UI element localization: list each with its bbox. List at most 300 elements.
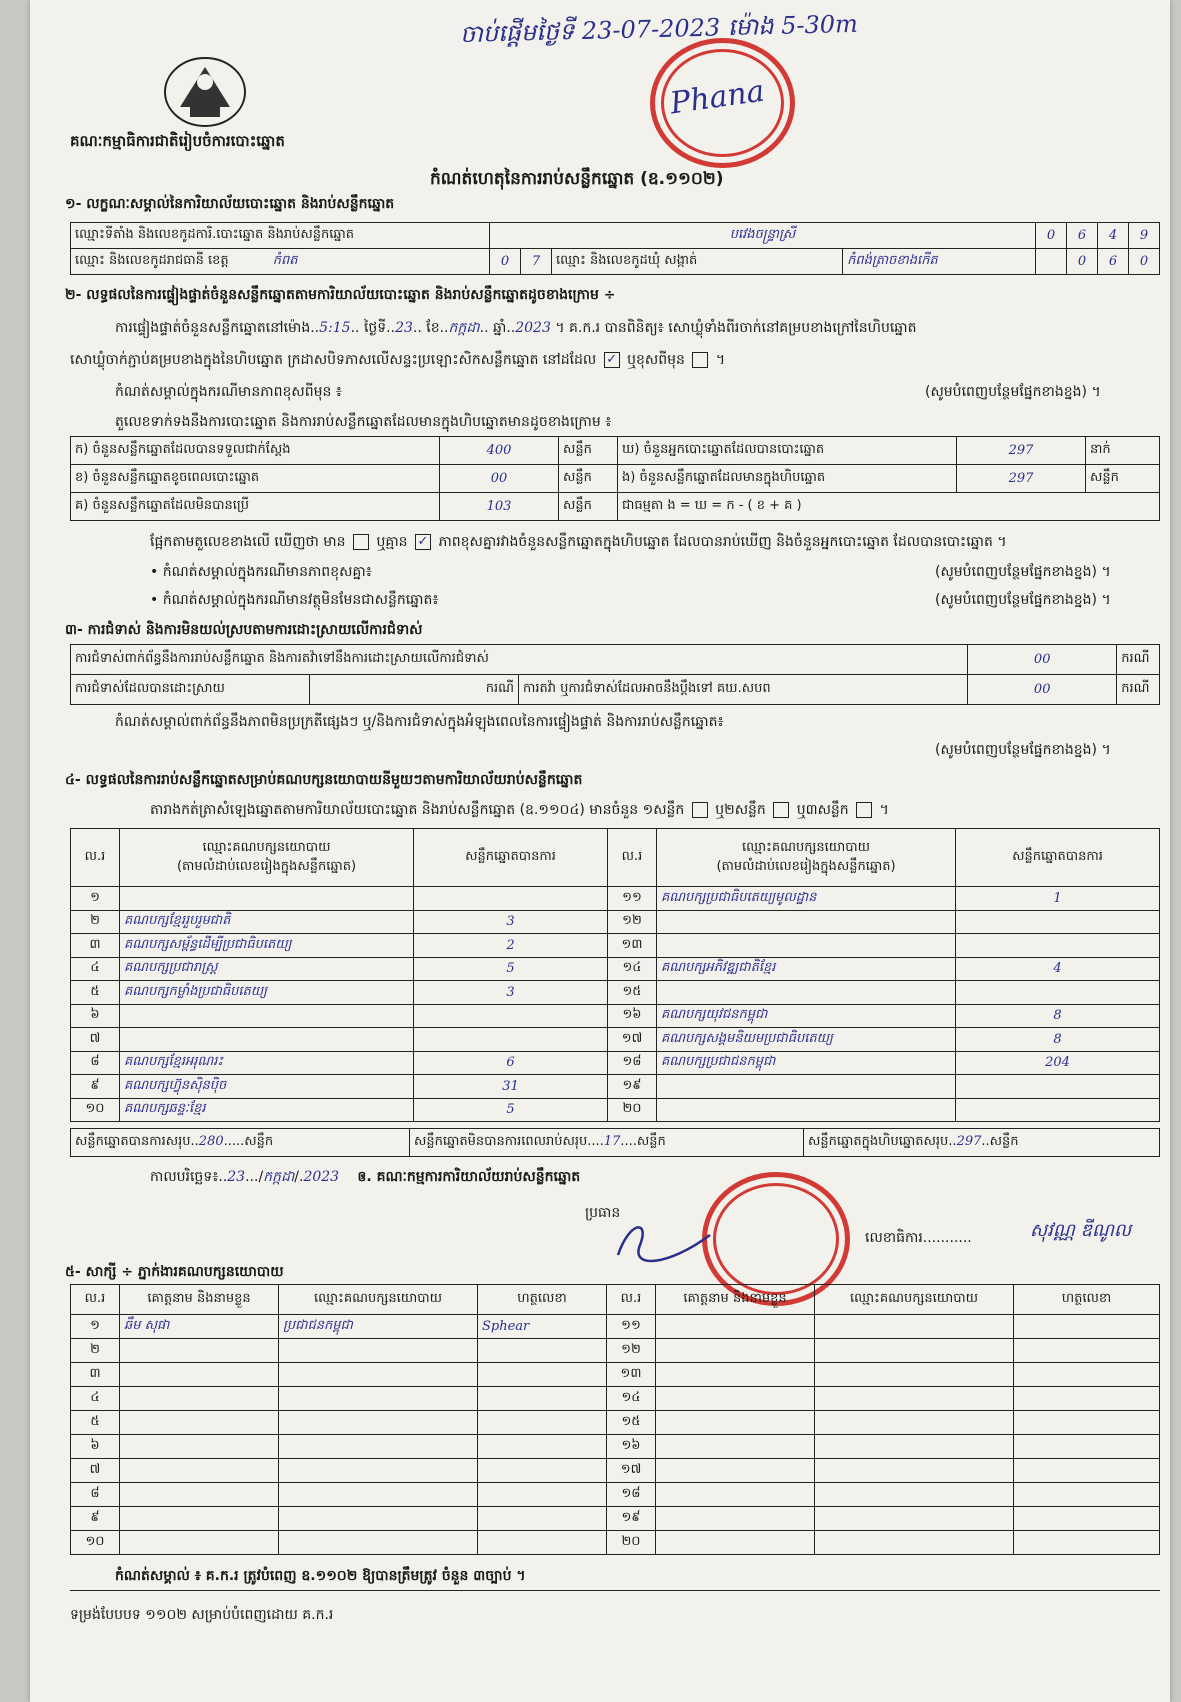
party-no: ១៩ [608,1075,657,1099]
party-no: ១៣ [608,934,657,958]
witness-signature [1014,1531,1160,1555]
witness-no: ១៧ [607,1459,656,1483]
party-name: គណបក្សសម្ព័ន្ធដើម្បីប្រជាធិបតេយ្យ [120,934,414,958]
witness-no: ៩ [71,1507,120,1531]
no-difference-checkbox[interactable]: ✓ [415,534,431,550]
section3-title: ៣- ការជំទាស់ និងការមិនយល់ស្របតាមការដោះស្រាយលើការជំទាស់ [65,622,423,638]
party-votes [956,910,1160,934]
totals-table [70,1128,1160,1157]
formula-note: ជាធម្មតា ង = ឃ = ក - ( ខ + គ ) [618,493,1160,521]
witness-name [120,1387,279,1411]
one-sheet-checkbox[interactable] [692,802,708,818]
witness-name [120,1507,279,1531]
figure-b-label: ខ) ចំនួនសន្លឹកឆ្នោតខូចពេលបោះឆ្នោត [71,465,440,493]
party-no: ២០ [608,1098,657,1122]
witness-no: ៥ [71,1411,120,1435]
party-row [71,934,1160,958]
witness-signature [1014,1459,1160,1483]
party-name: គណបក្សប្រជាជនកម្ពុជា [657,1051,956,1075]
figure-a-unit: សន្លឹក [559,437,618,465]
witness-col-party: ឈ្មោះគណបក្សនយោបាយ [815,1285,1014,1315]
total-invalid-unit: សន្លឹក [636,1134,666,1149]
witness-signature [1014,1507,1160,1531]
secretary-signature: សុវណ្ណ ឌីណូល [1030,1220,1132,1241]
witness-party [815,1339,1014,1363]
date-day: 23 [227,1169,246,1185]
party-votes [956,981,1160,1005]
col-party-title: ឈ្មោះគណបក្សនយោបាយ [202,839,331,855]
province-label-text: ឈ្មោះ និងលេខកូដរាជធានី ខេត្ត [75,253,229,268]
note-1-hint: (សូមបំពេញបន្ថែមផ្នែកខាងខ្នង) ។ [925,384,1101,400]
witness-party [279,1387,478,1411]
total-box-label: សន្លឹកឆ្នោតក្នុងហិបឆ្នោតសរុប [808,1134,949,1149]
party-votes: 4 [956,957,1160,981]
province-code-digit: 7 [521,249,552,275]
station-code-digit: 6 [1067,223,1098,249]
party-no: ១៥ [608,981,657,1005]
witness-name [656,1315,815,1339]
unchanged-checkbox[interactable]: ✓ [604,352,620,368]
witness-table [70,1284,1160,1555]
objections-table [70,644,1160,705]
party-results-table [70,828,1160,1122]
party-no: ៤ [71,957,120,981]
party-name: គណបក្សអភិវឌ្ឍជាតិខ្មែរ [657,957,956,981]
committee-label: ឲ. គណៈកម្មការការិយាល័យរាប់សន្លឹកឆ្នោត [357,1169,581,1185]
verification-month: កក្កដា [448,320,480,336]
verification-text: ។ គ.ក.រ បានពិនិត្យ៖ សោឃ្លុំទាំងពីរចាក់នៅគម្របខាងក្រៅនៃហិបឆ្នោត [555,320,917,336]
verification-year: 2023 [515,320,551,336]
witness-party [279,1435,478,1459]
witness-party [279,1531,478,1555]
witness-party [815,1531,1014,1555]
party-name: គណបក្សឆន្ទៈខ្មែរ [120,1098,414,1122]
col-party-title: ឈ្មោះគណបក្សនយោបាយ [742,839,870,855]
party-row [71,910,1160,934]
footer-divider [70,1590,1160,1591]
witness-signature [1014,1363,1160,1387]
party-row [71,957,1160,981]
party-votes: 1 [956,887,1160,911]
total-valid-label: សន្លឹកឆ្នោតបានការសរុប [75,1134,191,1149]
witness-party [279,1339,478,1363]
party-row [71,887,1160,911]
party-votes [414,1004,608,1028]
note-1-label: កំណត់សម្គាល់ក្នុងករណីមានភាពខុសពីមុន ៖ [115,384,342,400]
commune-code-digit: 0 [1067,249,1098,275]
party-votes [414,1028,608,1052]
party-votes: 8 [956,1004,1160,1028]
witness-name [656,1435,815,1459]
section4-title: ៤- លទ្ធផលនៃការរាប់សន្លឹកឆ្នោតសម្រាប់គណបក្សនយោបាយនីមួយៗតាមការិយាល័យរាប់សន្លឹកឆ្នោត [65,772,583,788]
total-valid-unit: សន្លឹក [244,1134,274,1149]
difference-text: ឬគ្មាន [376,534,408,550]
province-label [71,249,490,275]
col-votes-header: សន្លឹកឆ្នោតបានការ [414,829,608,887]
party-votes [956,934,1160,958]
witness-name [656,1339,815,1363]
witness-signature: Sphear [478,1315,607,1339]
col-no-header: ល.រ [71,829,120,887]
col-no-header: ល.រ [608,829,657,887]
note-3-label: • កំណត់សម្គាល់ក្នុងករណីមានវត្ថុមិនមែនជាសន្លឹកឆ្នោត៖ [150,592,439,608]
party-no: ៨ [71,1051,120,1075]
party-name: គណបក្សកម្លាំងប្រជាធិបតេយ្យ [120,981,414,1005]
tally-sheet-text: ឬ២សន្លឹក [715,802,766,818]
witness-no: ១៣ [607,1363,656,1387]
verification-text: ឆ្នាំ [492,320,507,336]
figure-d-label: ឃ) ចំនួនអ្នកបោះឆ្នោតដែលបានបោះឆ្នោត [618,437,957,465]
handwritten-start-date: ចាប់ផ្ដើមថ្ងៃទី 23-07-2023 ម៉ោង 5-30m [459,9,859,49]
objection-appeal-value: 00 [968,675,1117,705]
witness-name [656,1531,815,1555]
party-votes [414,887,608,911]
figure-d-unit: នាក់ [1086,437,1160,465]
irregularity-note: កំណត់សម្គាល់ពាក់ព័ន្ធនឹងភាពមិនប្រក្រតីផ្សេងៗ ឬ/និងការជំទាស់ក្នុងអំឡុងពេលនៃការផ្ទៀងផ្ទាត់ និងការរាប់សន្លឹកឆ្នោត៖ [115,714,724,730]
witness-party [815,1459,1014,1483]
seal-status-text: សោឃ្លុំចាក់ភ្ជាប់គម្របខាងក្នុងនៃហិបឆ្នោត ក្រដាសបិទភាសលើសន្ទះប្រឡោះសិកសន្លឹកឆ្នោត នៅដដែល [70,352,597,368]
party-no: ៣ [71,934,120,958]
party-no: ១ [71,887,120,911]
has-difference-checkbox[interactable] [353,534,369,550]
ballot-figures-table [70,436,1160,521]
party-row [71,1075,1160,1099]
witness-no: ៤ [71,1387,120,1411]
party-name [120,887,414,911]
total-invalid-cell: សន្លឹកឆ្នោតមិនបានការពេលរាប់សរុប....17....សន្លឹក [410,1129,804,1157]
witness-row [71,1411,1160,1435]
witness-signature [478,1507,607,1531]
verification-paragraph: ការផ្ទៀងផ្ទាត់ចំនួនសន្លឹកឆ្នោតនៅម៉ោង..5:15.. ថ្ងៃទី..23.. ខែ..កក្កដា.. ឆ្នាំ..2023 ។ គ.ក.រ បានពិនិត្យ៖ សោឃ្លុំទាំងពីរចាក់នៅគម្របខាងក្រៅនៃហិបឆ្នោត [115,320,917,336]
two-sheet-checkbox[interactable] [773,802,789,818]
witness-name [120,1339,279,1363]
party-no: ១៧ [608,1028,657,1052]
figure-b-unit: សន្លឹក [559,465,618,493]
footnote: កំណត់សម្គាល់ ៖ គ.ក.រ ត្រូវបំពេញ ឧ.១១០២ ឱ្យបានត្រឹមត្រូវ ចំនួន ៣ច្បាប់ ។ [115,1568,526,1584]
date-year: 2023 [303,1169,340,1185]
witness-no: ២ [71,1339,120,1363]
party-row [71,1098,1160,1122]
col-votes-header: សន្លឹកឆ្នោតបានការ [956,829,1160,887]
col-party-header [120,829,414,887]
witness-no: ៨ [71,1483,120,1507]
nec-emblem-icon [160,52,250,132]
date-month: កក្កដា [263,1169,295,1185]
witness-no: ១១ [607,1315,656,1339]
org-name: គណៈកម្មាធិការជាតិរៀបចំការបោះឆ្នោត [70,132,285,150]
total-box-cell: សន្លឹកឆ្នោតក្នុងហិបឆ្នោតសរុប..297..សន្លឹក [804,1129,1160,1157]
objection-row1-value: 00 [968,645,1117,675]
witness-row [71,1459,1160,1483]
witness-col-sign: ហត្ថលេខា [1014,1285,1160,1315]
total-invalid-label: សន្លឹកឆ្នោតមិនបានការពេលរាប់សរុប [414,1134,588,1149]
party-votes: 5 [414,957,608,981]
witness-party [815,1411,1014,1435]
party-row [71,1051,1160,1075]
station-code-digit: 0 [1036,223,1067,249]
witness-party [815,1507,1014,1531]
witness-no: ៦ [71,1435,120,1459]
party-votes: 3 [414,981,608,1005]
witness-signature [478,1363,607,1387]
party-votes: 3 [414,910,608,934]
party-name: គណបក្សប្រជាធិបតេយ្យមូលដ្ឋាន [657,887,956,911]
witness-party: ប្រជាជនកម្ពុជា [279,1315,478,1339]
verification-time: 5:15 [319,320,351,336]
witness-signature [1014,1315,1160,1339]
irregularity-hint: (សូមបំពេញបន្ថែមផ្នែកខាងខ្នង) ។ [935,742,1111,758]
station-value: បវេងចន្ទ្រាស្រី [490,223,1036,249]
witness-signature [478,1339,607,1363]
witness-signature [478,1435,607,1459]
objection-resolved-unit: ករណី [310,675,519,705]
witness-col-no: ល.រ [71,1285,120,1315]
commune-code-digit: 6 [1098,249,1129,275]
secretary-label: លេខាធិការ........... [865,1230,972,1246]
station-code-digit: 4 [1098,223,1129,249]
party-votes: 6 [414,1051,608,1075]
figure-a-label: ក) ចំនួនសន្លឹកឆ្នោតដែលបានទទួលជាក់ស្ដែង [71,437,440,465]
note-3-hint: (សូមបំពេញបន្ថែមផ្នែកខាងខ្នង) ។ [935,592,1111,608]
figure-a-value: 400 [440,437,559,465]
difference-line [150,532,1007,553]
party-votes [956,1098,1160,1122]
witness-name [656,1507,815,1531]
witness-signature [478,1531,607,1555]
witness-signature [478,1483,607,1507]
witness-signature [1014,1339,1160,1363]
objection-row1-unit: ករណី [1117,645,1160,675]
party-name [657,981,956,1005]
difference-text: ផ្អែកតាមតួលេខខាងលើ ឃើញថា មាន [150,534,346,550]
party-name [657,1098,956,1122]
witness-party [279,1411,478,1435]
witness-signature [1014,1387,1160,1411]
witness-party [279,1459,478,1483]
party-no: ៧ [71,1028,120,1052]
party-rows [71,887,1160,1122]
party-name [120,1004,414,1028]
seal-status-line: សោឃ្លុំចាក់ភ្ជាប់គម្របខាងក្នុងនៃហិបឆ្នោត ក្រដាសបិទភាសលើសន្ទះប្រឡោះសិកសន្លឹកឆ្នោត នៅដដែល ✓ ឬខុសពីមុន ។ [70,352,726,368]
commune-value: កំពង់ត្រាចខាងកើត [843,249,1036,275]
party-row [71,1004,1160,1028]
party-votes: 8 [956,1028,1160,1052]
changed-checkbox[interactable] [692,352,708,368]
party-votes: 5 [414,1098,608,1122]
tally-sheet-text: ឬ៣សន្លឹក [796,802,849,818]
secretary-label-text: លេខាធិការ [865,1230,923,1246]
witness-no: ១២ [607,1339,656,1363]
witness-signature [1014,1483,1160,1507]
witness-party [279,1507,478,1531]
witness-signature [478,1411,607,1435]
party-no: ២ [71,910,120,934]
difference-text: ភាពខុសគ្នារវាងចំនួនសន្លឹកឆ្នោតក្នុងហិបឆ្នោត ដែលបានរាប់ឃើញ និងចំនួនអ្នកបោះឆ្នោត ដែលបានបោះឆ្នោត ។ [438,534,1007,550]
witness-name [120,1435,279,1459]
province-value: កំពត [272,253,298,268]
party-no: ១៨ [608,1051,657,1075]
note-2-label: • កំណត់សម្គាល់ក្នុងករណីមានភាពខុសគ្នា៖ [150,564,372,580]
figure-c-unit: សន្លឹក [559,493,618,521]
witness-row [71,1507,1160,1531]
total-invalid-value: 17 [603,1134,621,1149]
witness-no: ២០ [607,1531,656,1555]
party-name: គណបក្សខ្មែររួបរួមជាតិ [120,910,414,934]
witness-signature [478,1459,607,1483]
party-row [71,981,1160,1005]
top-signature: Phana [668,73,767,122]
witness-col-party: ឈ្មោះគណបក្សនយោបាយ [279,1285,478,1315]
witness-row [71,1435,1160,1459]
figure-c-value: 103 [440,493,559,521]
date-label: កាលបរិច្ឆេទ៖ [150,1169,219,1185]
witness-row [71,1387,1160,1411]
chair-signature-icon [610,1215,720,1270]
party-no: ១០ [71,1098,120,1122]
party-name [120,1028,414,1052]
party-name: គណបក្សហ៊្វុនស៊ិនប៉ិច [120,1075,414,1099]
witness-party [279,1363,478,1387]
party-no: ៥ [71,981,120,1005]
party-name: គណបក្សខ្មែរអរុណរះ [120,1051,414,1075]
total-box-unit: សន្លឹក [989,1134,1019,1149]
witness-name [120,1531,279,1555]
verification-text: ការផ្ទៀងផ្ទាត់ចំនួនសន្លឹកឆ្នោតនៅម៉ោង [115,320,311,336]
party-name: គណបក្សប្រជារាស្ត្រ [120,957,414,981]
form-title: កំណត់ហេតុនៃការរាប់សន្លឹកឆ្នោត (ឧ.១១០២) [430,169,724,189]
witness-party [279,1483,478,1507]
party-row [71,1028,1160,1052]
witness-name [120,1363,279,1387]
tally-sheet-count: តារាងកត់ត្រាសំឡេងឆ្នោតតាមការិយាល័យបោះឆ្នោត និងរាប់សន្លឹកឆ្នោត (ឧ.១១០៤) មានចំនួន ១សន្លឹក ឬ២សន្លឹក ឬ៣សន្លឹក ។ [150,802,889,818]
figure-b-value: 00 [440,465,559,493]
witness-signature [478,1387,607,1411]
party-votes: 31 [414,1075,608,1099]
witness-no: ១៤ [607,1387,656,1411]
witness-party [815,1387,1014,1411]
witness-name: ឆឹម សុផា [120,1315,279,1339]
chair-label: ប្រធាន [585,1205,621,1221]
witness-signature [1014,1435,1160,1459]
witness-col-name: គោត្តនាម និងនាមខ្លួន [120,1285,279,1315]
figure-e-value: 297 [957,465,1086,493]
party-no: ៦ [71,1004,120,1028]
party-name [657,1075,956,1099]
total-valid-value: 280 [198,1134,224,1149]
figure-c-label: គ) ចំនួនសន្លឹកឆ្នោតដែលមិនបានប្រើ [71,493,440,521]
party-no: ១២ [608,910,657,934]
total-box-value: 297 [956,1134,982,1149]
witness-party [815,1483,1014,1507]
province-code-digit: 0 [490,249,521,275]
figure-e-unit: សន្លឹក [1086,465,1160,493]
party-votes: 2 [414,934,608,958]
commune-code-digit: 0 [1129,249,1160,275]
commune-label: ឈ្មោះ និងលេខកូដឃុំ សង្កាត់ [552,249,843,275]
witness-col-name: គោត្តនាម និងនាមខ្លួន [656,1285,815,1315]
party-no: ១៤ [608,957,657,981]
form-note: ទម្រង់បែបបទ ១១០២ សម្រាប់បំពេញដោយ គ.ក.រ [70,1607,334,1623]
witness-no: ៧ [71,1459,120,1483]
col-party-sub: (តាមលំដាប់លេខរៀងក្នុងសន្លឹកឆ្នោត) [176,858,357,874]
signing-date-line: កាលបរិច្ឆេទ៖..23.../កក្កដា/.2023 ឲ. គណៈកម្មការការិយាល័យរាប់សន្លឹកឆ្នោត [150,1169,581,1185]
witness-no: ១ [71,1315,120,1339]
witness-no: ១៨ [607,1483,656,1507]
witness-party [815,1435,1014,1459]
witness-col-no: ល.រ [607,1285,656,1315]
witness-name [656,1459,815,1483]
witness-name [656,1411,815,1435]
witness-no: ១៦ [607,1435,656,1459]
figure-e-label: ង) ចំនួនសន្លឹកឆ្នោតដែលមានក្នុងហិបឆ្នោត [618,465,957,493]
station-id-table [70,222,1160,275]
witness-name [656,1363,815,1387]
witness-row [71,1315,1160,1339]
station-code-digit: 9 [1129,223,1160,249]
witness-signature [1014,1411,1160,1435]
party-no: ៩ [71,1075,120,1099]
witness-col-sign: ហត្ថលេខា [478,1285,607,1315]
witness-no: ១៥ [607,1411,656,1435]
witness-name [656,1387,815,1411]
section5-title: ៥- សាក្សី ÷ ភ្នាក់ងារគណបក្សនយោបាយ [65,1264,284,1280]
witness-name [120,1459,279,1483]
verification-day: 23 [395,320,413,336]
party-votes: 204 [956,1051,1160,1075]
witness-rows [71,1315,1160,1555]
three-sheet-checkbox[interactable] [856,802,872,818]
witness-party [815,1315,1014,1339]
verification-text: ថ្ងៃទី [363,320,387,336]
witness-name [120,1483,279,1507]
col-party-sub: (តាមលំដាប់លេខរៀងក្នុងសន្លឹកឆ្នោត) [716,858,896,874]
witness-party [815,1363,1014,1387]
objection-appeal-label: ការតវ៉ា ឬការជំទាស់ដែលអាចនឹងប្ដឹងទៅ គឃ.សបព [519,675,968,705]
party-name: គណបក្សសង្គមនិយមប្រជាធិបតេយ្យ [657,1028,956,1052]
objection-appeal-unit: ករណី [1117,675,1160,705]
total-valid-cell: សន្លឹកឆ្នោតបានការសរុប..280.....សន្លឹក [71,1129,410,1157]
col-party-header [657,829,956,887]
note-2-hint: (សូមបំពេញបន្ថែមផ្នែកខាងខ្នង) ។ [935,564,1111,580]
figure-d-value: 297 [957,437,1086,465]
witness-row [71,1363,1160,1387]
witness-row [71,1483,1160,1507]
party-name [657,934,956,958]
station-label: ឈ្មោះទីតាំង និងលេខកូដការិ.បោះឆ្នោត និងរាប់សន្លឹកឆ្នោត [71,223,490,249]
witness-name [120,1411,279,1435]
witness-row [71,1339,1160,1363]
objection-resolved-label: ការជំទាស់ដែលបានដោះស្រាយ [71,675,310,705]
objection-row1-label: ការជំទាស់ពាក់ព័ន្ធនឹងការរាប់សន្លឹកឆ្នោត និងការតវ៉ាទៅនឹងការដោះស្រាយលើការជំទាស់ [71,645,968,675]
figures-intro: តួលេខទាក់ទងនឹងការបោះឆ្នោត និងការរាប់សន្លឹកឆ្នោតដែលមានក្នុងហិបឆ្នោតមានដូចខាងក្រោម ៖ [115,414,612,430]
verification-text: ខែ [426,320,440,336]
witness-no: ១០ [71,1531,120,1555]
tally-sheet-text: តារាងកត់ត្រាសំឡេងឆ្នោតតាមការិយាល័យបោះឆ្នោត និងរាប់សន្លឹកឆ្នោត (ឧ.១១០៤) មានចំនួន ១សន្លឹក [150,802,685,818]
party-name [657,910,956,934]
witness-no: ១៩ [607,1507,656,1531]
party-votes [956,1075,1160,1099]
party-name: គណបក្សយុវជនកម្ពុជា [657,1004,956,1028]
section2-title: ២- លទ្ធផលនៃការផ្ទៀងផ្ទាត់ចំនួនសន្លឹកឆ្នោតតាមការិយាល័យបោះឆ្នោត និងរាប់សន្លឹកឆ្នោតដូចខាងក្រោម ÷ [65,287,616,303]
section1-title: ១- លក្ខណៈសម្គាល់នៃការិយាល័យបោះឆ្នោត និងរាប់សន្លឹកឆ្នោត [65,196,395,212]
form-sheet [30,0,1170,1702]
party-no: ១១ [608,887,657,911]
witness-name [656,1483,815,1507]
witness-no: ៣ [71,1363,120,1387]
witness-row [71,1531,1160,1555]
party-no: ១៦ [608,1004,657,1028]
seal-status-text: ឬខុសពីមុន [627,352,685,368]
